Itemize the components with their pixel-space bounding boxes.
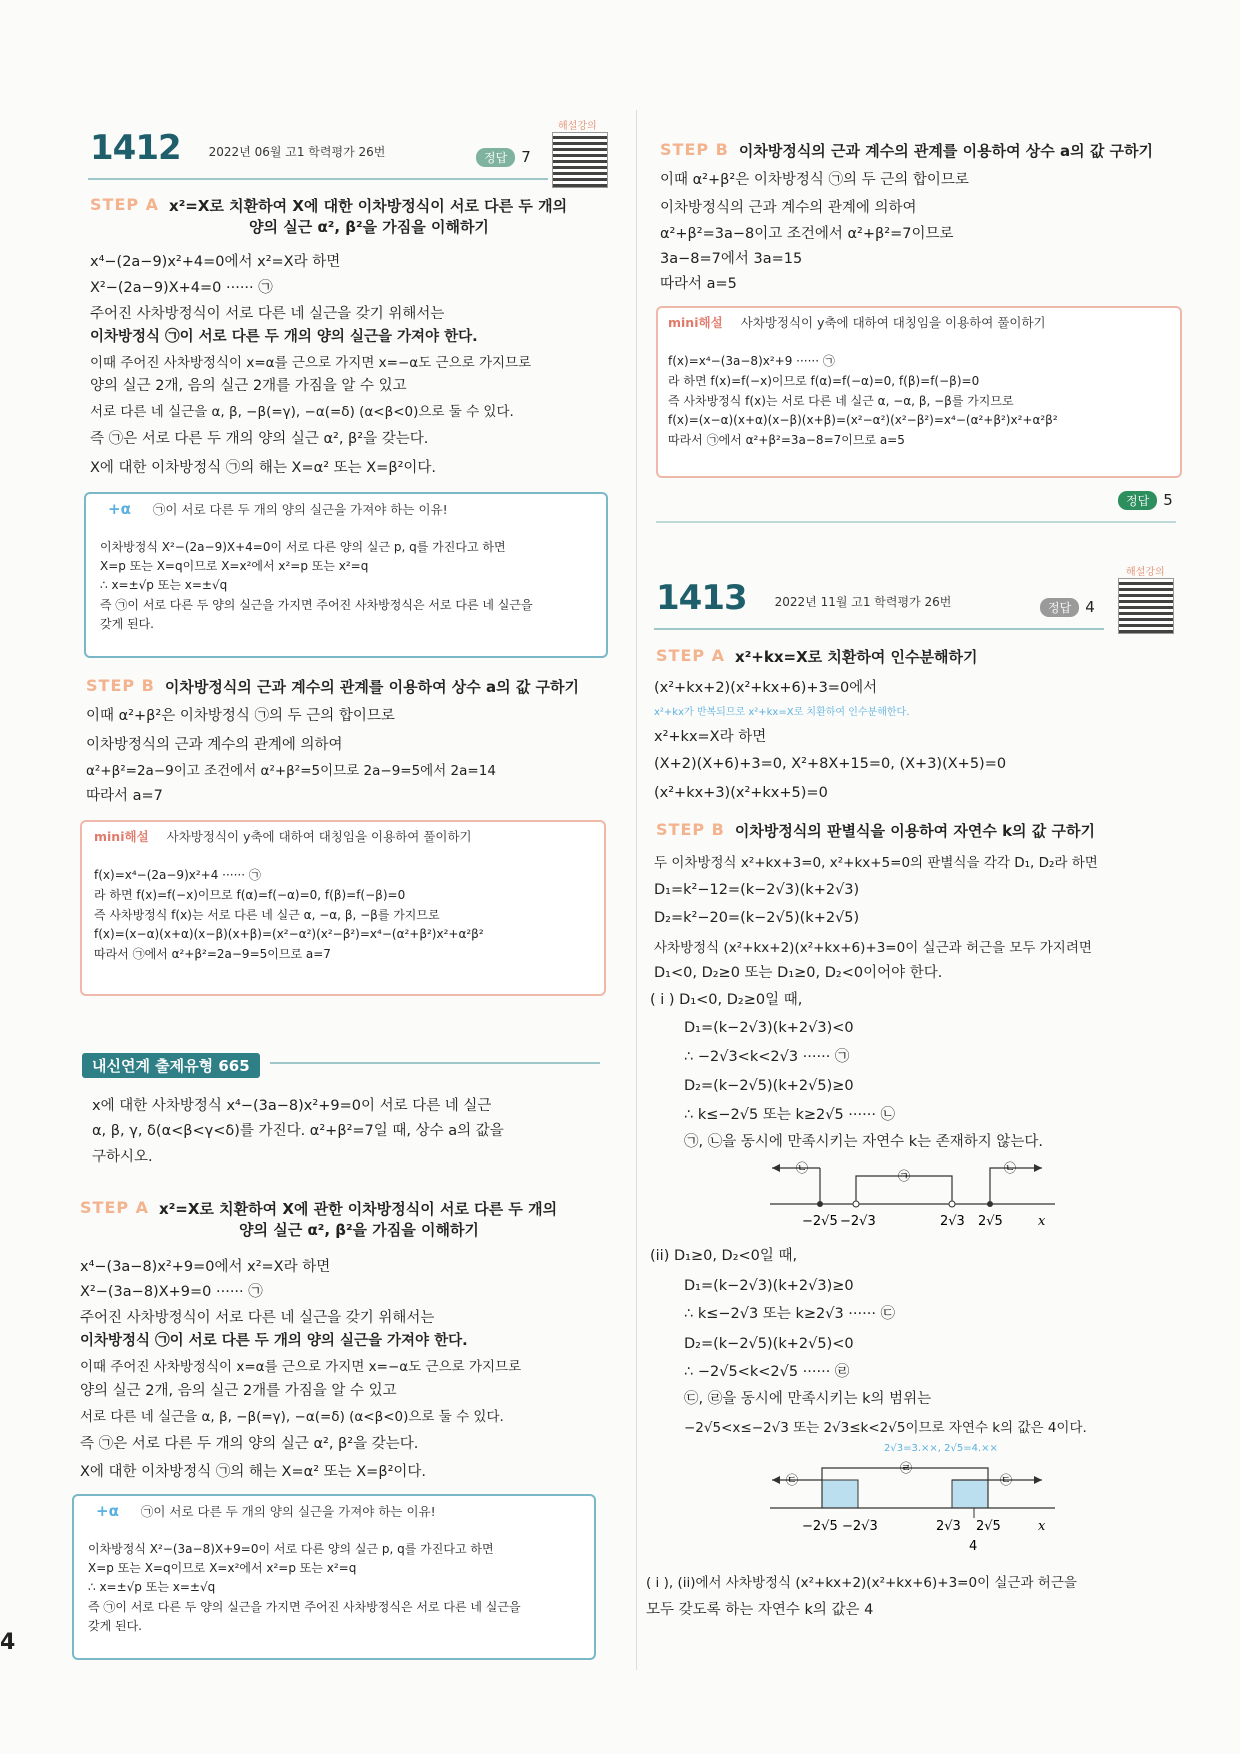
tick-label-four: 4 [969, 1539, 978, 1554]
answer-value: 7 [521, 148, 531, 166]
qr-label: 해설강의 [558, 121, 597, 132]
solution-line: D₁=k²−12=(k−2√3)(k+2√3) [654, 882, 860, 898]
solution-line: 두 이차방정식 x²+kx+3=0, x²+kx+5=0의 판별식을 각각 D₁, D₂라 하면 [654, 855, 1098, 871]
solution-line: 3a−8=7에서 3a=15 [660, 251, 803, 267]
qr-code[interactable] [1118, 578, 1174, 634]
solution-line: 양의 실근 2개, 음의 실근 2개를 가짐을 알 수 있고 [90, 378, 407, 394]
solution-line: x⁴−(3a−8)x²+9=0에서 x²=X라 하면 [80, 1259, 331, 1275]
column-divider [636, 110, 637, 1670]
plus-alpha-line: 갖게 된다. [88, 1618, 142, 1633]
region-label-left: ㉢ [786, 1473, 799, 1487]
naesin-question [92, 1094, 504, 1170]
region-label-right: ㉡ [1004, 1161, 1017, 1175]
solution-line: 서로 다른 네 실근을 α, β, −β(=γ), −α(=δ) (α<β<0)으로 둘 수 있다. [80, 1409, 504, 1425]
plus-alpha-line: 즉 ㉠이 서로 다른 두 양의 실근을 가지면 주어진 사차방정식은 서로 다른 네 실근을 [88, 1599, 521, 1614]
step-a-tag: STEP A [80, 1198, 150, 1217]
region-label-right: ㉢ [1000, 1473, 1013, 1487]
plus-alpha-line: 이차방정식 X²−(2a−9)X+4=0이 서로 다른 양의 실근 p, q를 가진다고 하면 [100, 540, 506, 554]
tick-label: −2√3 [842, 1519, 878, 1534]
solution-line: X에 대한 이차방정식 ㉠의 해는 X=α² 또는 X=β²이다. [90, 460, 437, 476]
divider [654, 628, 1104, 630]
step-a-title-2: 양의 실근 α², β²을 가짐을 이해하기 [249, 218, 489, 236]
mini-mark: mini해설 [668, 315, 723, 330]
solution-region-right [952, 1480, 988, 1508]
plus-alpha-line: ∴ x=±√p 또는 x=±√q [100, 578, 228, 593]
problem-header [90, 128, 385, 168]
conclusion-line: ( i ), (ii)에서 사차방정식 (x²+kx+2)(x²+kx+6)+3=0이 실근과 허근을 [646, 1575, 1077, 1591]
divider [88, 178, 548, 180]
step-b-heading [660, 140, 1153, 161]
plus-alpha-heading [96, 1502, 436, 1520]
answer-badge: 정답 [476, 148, 515, 167]
step-a-tag: STEP A [656, 646, 726, 665]
solution-line: 이차방정식 ㉠이 서로 다른 두 개의 양의 실근을 가져야 한다. [80, 1333, 468, 1349]
answer-tag [1118, 490, 1173, 510]
hint-note: x²+kx가 반복되므로 x²+kx=X로 치환하여 인수분해한다. [654, 707, 910, 718]
plus-alpha-heading [108, 500, 448, 518]
tick-label: −2√5 [802, 1214, 838, 1229]
mini-line: 따라서 ㉠에서 α²+β²=3a−8=7이므로 a=5 [668, 433, 905, 448]
case-line: D₁=(k−2√3)(k+2√3)≥0 [684, 1278, 854, 1294]
plus-alpha-body [88, 1540, 521, 1636]
step-a-title-1: x²=X로 치환하여 X에 대한 이차방정식이 서로 다른 두 개의 [169, 197, 568, 215]
problem-number: 1413 [656, 578, 747, 618]
solution-line: 즉 ㉠은 서로 다른 두 개의 양의 실근 α², β²을 갖는다. [80, 1436, 419, 1452]
tick-label: 2√5 [978, 1214, 1003, 1229]
plus-alpha-line: 갖게 된다. [100, 616, 154, 631]
answer-value: 5 [1163, 491, 1173, 509]
problem-source: 2022년 11월 고1 학력평가 26번 [774, 595, 952, 609]
solution-line: 사차방정식 (x²+kx+2)(x²+kx+6)+3=0이 실근과 허근을 모두 가지려면 [654, 940, 1092, 956]
tick-label: −2√5 [802, 1519, 838, 1534]
answer-tag [1040, 597, 1095, 617]
step-b-tag: STEP B [656, 820, 725, 839]
mini-line: f(x)=x⁴−(3a−8)x²+9 ······ ㉠ [668, 354, 835, 368]
solution-line: 따라서 a=5 [660, 276, 737, 292]
answer-value: 4 [1085, 598, 1095, 616]
problem-number: 1412 [90, 128, 181, 168]
mini-heading [668, 313, 1046, 331]
point-marker [987, 1201, 993, 1207]
conclusion-line: 모두 갖도록 하는 자연수 k의 값은 4 [646, 1602, 874, 1618]
question-line: x에 대한 사차방정식 x⁴−(3a−8)x²+9=0이 서로 다른 네 실근 [92, 1098, 492, 1114]
answer-badge: 정답 [1040, 598, 1079, 617]
mini-line: 라 하면 f(x)=f(−x)이므로 f(α)=f(−α)=0, f(β)=f(−β)=0 [94, 887, 406, 902]
plus-alpha-line: 이차방정식 X²−(3a−8)X+9=0이 서로 다른 양의 실근 p, q를 가진다고 하면 [88, 1542, 494, 1556]
step-b-title: 이차방정식의 판별식을 이용하여 자연수 k의 값 구하기 [734, 822, 1095, 840]
question-line: 구하시오. [92, 1148, 153, 1165]
solution-line: x²+kx=X라 하면 [654, 729, 767, 745]
case-line: ( i ) D₁<0, D₂≥0일 때, [650, 992, 803, 1008]
step-b-title: 이차방정식의 근과 계수의 관계를 이용하여 상수 a의 값 구하기 [164, 678, 580, 696]
problem-source: 2022년 06월 고1 학력평가 26번 [208, 145, 386, 159]
mini-line: 라 하면 f(x)=f(−x)이므로 f(α)=f(−α)=0, f(β)=f(−β)=0 [668, 373, 980, 388]
plus-alpha-line: ∴ x=±√p 또는 x=±√q [88, 1580, 216, 1595]
step-a-title-1: x²=X로 치환하여 X에 관한 이차방정식이 서로 다른 두 개의 [159, 1200, 558, 1218]
case-line: ∴ −2√3<k<2√3 ······ ㉠ [684, 1049, 850, 1065]
estimate-note: 2√3=3.××, 2√5=4.×× [884, 1443, 998, 1454]
case-line: (ii) D₁≥0, D₂<0일 때, [650, 1248, 798, 1264]
tick-label: 2√3 [940, 1214, 965, 1229]
solution-line: 주어진 사차방정식이 서로 다른 네 실근을 갖기 위해서는 [80, 1310, 435, 1326]
left-arrow-icon [772, 1164, 780, 1172]
case-line: D₁=(k−2√3)(k+2√3)<0 [684, 1020, 854, 1036]
tick-label: −2√3 [840, 1214, 876, 1229]
step-a-title: x²+kx=X로 치환하여 인수분해하기 [735, 648, 978, 666]
mini-heading [94, 827, 472, 845]
plus-alpha-title: ㉠이 서로 다른 두 개의 양의 실근을 가져야 하는 이유! [140, 1504, 436, 1519]
left-arrow-icon [772, 1476, 780, 1484]
plus-alpha-mark: +α [96, 1502, 119, 1520]
solution-line: 즉 ㉠은 서로 다른 두 개의 양의 실근 α², β²을 갖는다. [90, 431, 429, 447]
solution-line: X에 대한 이차방정식 ㉠의 해는 X=α² 또는 X=β²이다. [80, 1464, 427, 1480]
case-line: D₂=(k−2√5)(k+2√5)<0 [684, 1336, 854, 1352]
mini-line: 즉 사차방정식 f(x)는 서로 다른 네 실근 α, −α, β, −β를 가지므로 [668, 393, 1014, 408]
page-number: 4 [0, 1630, 16, 1655]
region-label-mid: ㉠ [898, 1169, 911, 1183]
case-line: ∴ k≤−2√5 또는 k≥2√5 ······ ㉡ [684, 1107, 896, 1123]
solution-line: 따라서 a=7 [86, 788, 163, 804]
region-label-left: ㉡ [796, 1161, 809, 1175]
right-arrow-icon [1034, 1164, 1042, 1172]
plus-alpha-line: 즉 ㉠이 서로 다른 두 양의 실근을 가지면 주어진 사차방정식은 서로 다른 네 실근을 [100, 597, 533, 612]
question-line: α, β, γ, δ(α<β<γ<δ)를 가진다. α²+β²=7일 때, 상수 a의 값을 [92, 1123, 504, 1140]
solution-line: 이때 α²+β²은 이차방정식 ㉠의 두 근의 합이므로 [86, 708, 395, 724]
mini-line: f(x)=(x−α)(x+α)(x−β)(x+β)=(x²−α²)(x²−β²)=x⁴−(α²+β²)x²+α²β² [668, 413, 1058, 428]
right-arrow-icon [1034, 1476, 1042, 1484]
case-line: −2√5<x≤−2√3 또는 2√3≤k<2√5이므로 자연수 k의 값은 4이다. [684, 1420, 1087, 1436]
solution-line: 양의 실근 2개, 음의 실근 2개를 가짐을 알 수 있고 [80, 1383, 397, 1399]
step-b-tag: STEP B [660, 140, 729, 159]
mini-line: 따라서 ㉠에서 α²+β²=2a−9=5이므로 a=7 [94, 947, 331, 962]
qr-label: 해설강의 [1126, 567, 1165, 578]
solution-line: (x²+kx+3)(x²+kx+5)=0 [654, 785, 828, 801]
case-line: ∴ −2√5<k<2√5 ······ ㉣ [684, 1364, 850, 1380]
plus-alpha-line: X=p 또는 X=q이므로 X=x²에서 x²=p 또는 x²=q [88, 1561, 357, 1576]
step-a-heading [80, 1198, 557, 1240]
point-marker [817, 1201, 823, 1207]
answer-badge: 정답 [1118, 491, 1157, 510]
plus-alpha-body [100, 538, 533, 634]
divider [656, 521, 1176, 523]
case-line: ㉠, ㉡을 동시에 만족시키는 자연수 k는 존재하지 않는다. [684, 1134, 1044, 1150]
qr-code[interactable] [552, 132, 608, 188]
solution-line: (X+2)(X+6)+3=0, X²+8X+15=0, (X+3)(X+5)=0 [654, 756, 1007, 772]
step-a-title-2: 양의 실근 α², β²을 가짐을 이해하기 [239, 1221, 479, 1239]
solution-line: 이차방정식의 근과 계수의 관계에 의하여 [660, 200, 917, 216]
plus-alpha-mark: +α [108, 500, 131, 518]
solution-line: D₂=k²−20=(k−2√5)(k+2√5) [654, 910, 860, 926]
solution-line: D₁<0, D₂≥0 또는 D₁≥0, D₂<0이어야 한다. [654, 965, 943, 981]
step-a-heading [656, 646, 977, 667]
mini-body [668, 352, 1058, 451]
plus-alpha-line: X=p 또는 X=q이므로 X=x²에서 x²=p 또는 x²=q [100, 559, 369, 574]
step-b-heading [86, 676, 579, 697]
solution-line: 이차방정식 ㉠이 서로 다른 두 개의 양의 실근을 가져야 한다. [90, 329, 478, 345]
plus-alpha-title: ㉠이 서로 다른 두 개의 양의 실근을 가져야 하는 이유! [152, 502, 448, 517]
naesin-label: 내신연계 출제유형 665 [82, 1053, 260, 1078]
solution-line: 이차방정식의 근과 계수의 관계에 의하여 [86, 737, 343, 753]
case-line: D₂=(k−2√5)(k+2√5)≥0 [684, 1078, 854, 1094]
tick-label: 2√5 [976, 1519, 1001, 1534]
solution-region-left [822, 1480, 858, 1508]
case-line: ㉢, ㉣을 동시에 만족시키는 k의 범위는 [684, 1391, 932, 1407]
mini-line: f(x)=(x−α)(x+α)(x−β)(x+β)=(x²−α²)(x²−β²)=x⁴−(α²+β²)x²+α²β² [94, 927, 484, 942]
region-label-mid: ㉣ [900, 1461, 913, 1475]
number-line-2 [760, 1460, 1060, 1560]
solution-line: 이때 α²+β²은 이차방정식 ㉠의 두 근의 합이므로 [660, 172, 969, 188]
point-marker [949, 1201, 955, 1207]
step-b-title: 이차방정식의 근과 계수의 관계를 이용하여 상수 a의 값 구하기 [738, 142, 1154, 160]
step-a-heading [90, 195, 567, 237]
mini-title: 사차방정식이 y축에 대하여 대칭임을 이용하여 풀이하기 [166, 829, 472, 844]
case-line: ∴ k≤−2√3 또는 k≥2√3 ······ ㉢ [684, 1306, 896, 1322]
solution-line: α²+β²=2a−9이고 조건에서 α²+β²=5이므로 2a−9=5에서 2a=14 [86, 763, 496, 779]
solution-line: X²−(3a−8)X+9=0 ······ ㉠ [80, 1284, 263, 1300]
solution-line: 주어진 사차방정식이 서로 다른 네 실근을 갖기 위해서는 [90, 306, 445, 322]
mini-line: f(x)=x⁴−(2a−9)x²+4 ······ ㉠ [94, 868, 261, 882]
number-line-1 [760, 1158, 1060, 1238]
tick-label: 2√3 [936, 1519, 961, 1534]
solution-line: x⁴−(2a−9)x²+4=0에서 x²=X라 하면 [90, 254, 341, 270]
solution-line: X²−(2a−9)X+4=0 ······ ㉠ [90, 280, 273, 296]
problem-header [656, 578, 951, 618]
mini-title: 사차방정식이 y축에 대하여 대칭임을 이용하여 풀이하기 [740, 315, 1046, 330]
solution-line: 이때 주어진 사차방정식이 x=α를 근으로 가지면 x=−α도 근으로 가지므로 [90, 355, 532, 371]
mini-mark: mini해설 [94, 829, 149, 844]
solution-line: (x²+kx+2)(x²+kx+6)+3=0에서 [654, 680, 878, 696]
mini-line: 즉 사차방정식 f(x)는 서로 다른 네 실근 α, −α, β, −β를 가지므로 [94, 907, 440, 922]
step-b-tag: STEP B [86, 676, 155, 695]
step-b-heading [656, 820, 1095, 841]
divider [270, 1062, 600, 1064]
solution-line: 서로 다른 네 실근을 α, β, −β(=γ), −α(=δ) (α<β<0)으로 둘 수 있다. [90, 404, 514, 420]
answer-tag [476, 147, 531, 167]
axis-label: x [1038, 1214, 1046, 1229]
point-marker [853, 1201, 859, 1207]
axis-label: x [1038, 1519, 1046, 1534]
solution-line: α²+β²=3a−8이고 조건에서 α²+β²=7이므로 [660, 226, 954, 242]
mini-body [94, 866, 484, 965]
step-a-tag: STEP A [90, 195, 160, 214]
solution-line: 이때 주어진 사차방정식이 x=α를 근으로 가지면 x=−α도 근으로 가지므로 [80, 1359, 522, 1375]
